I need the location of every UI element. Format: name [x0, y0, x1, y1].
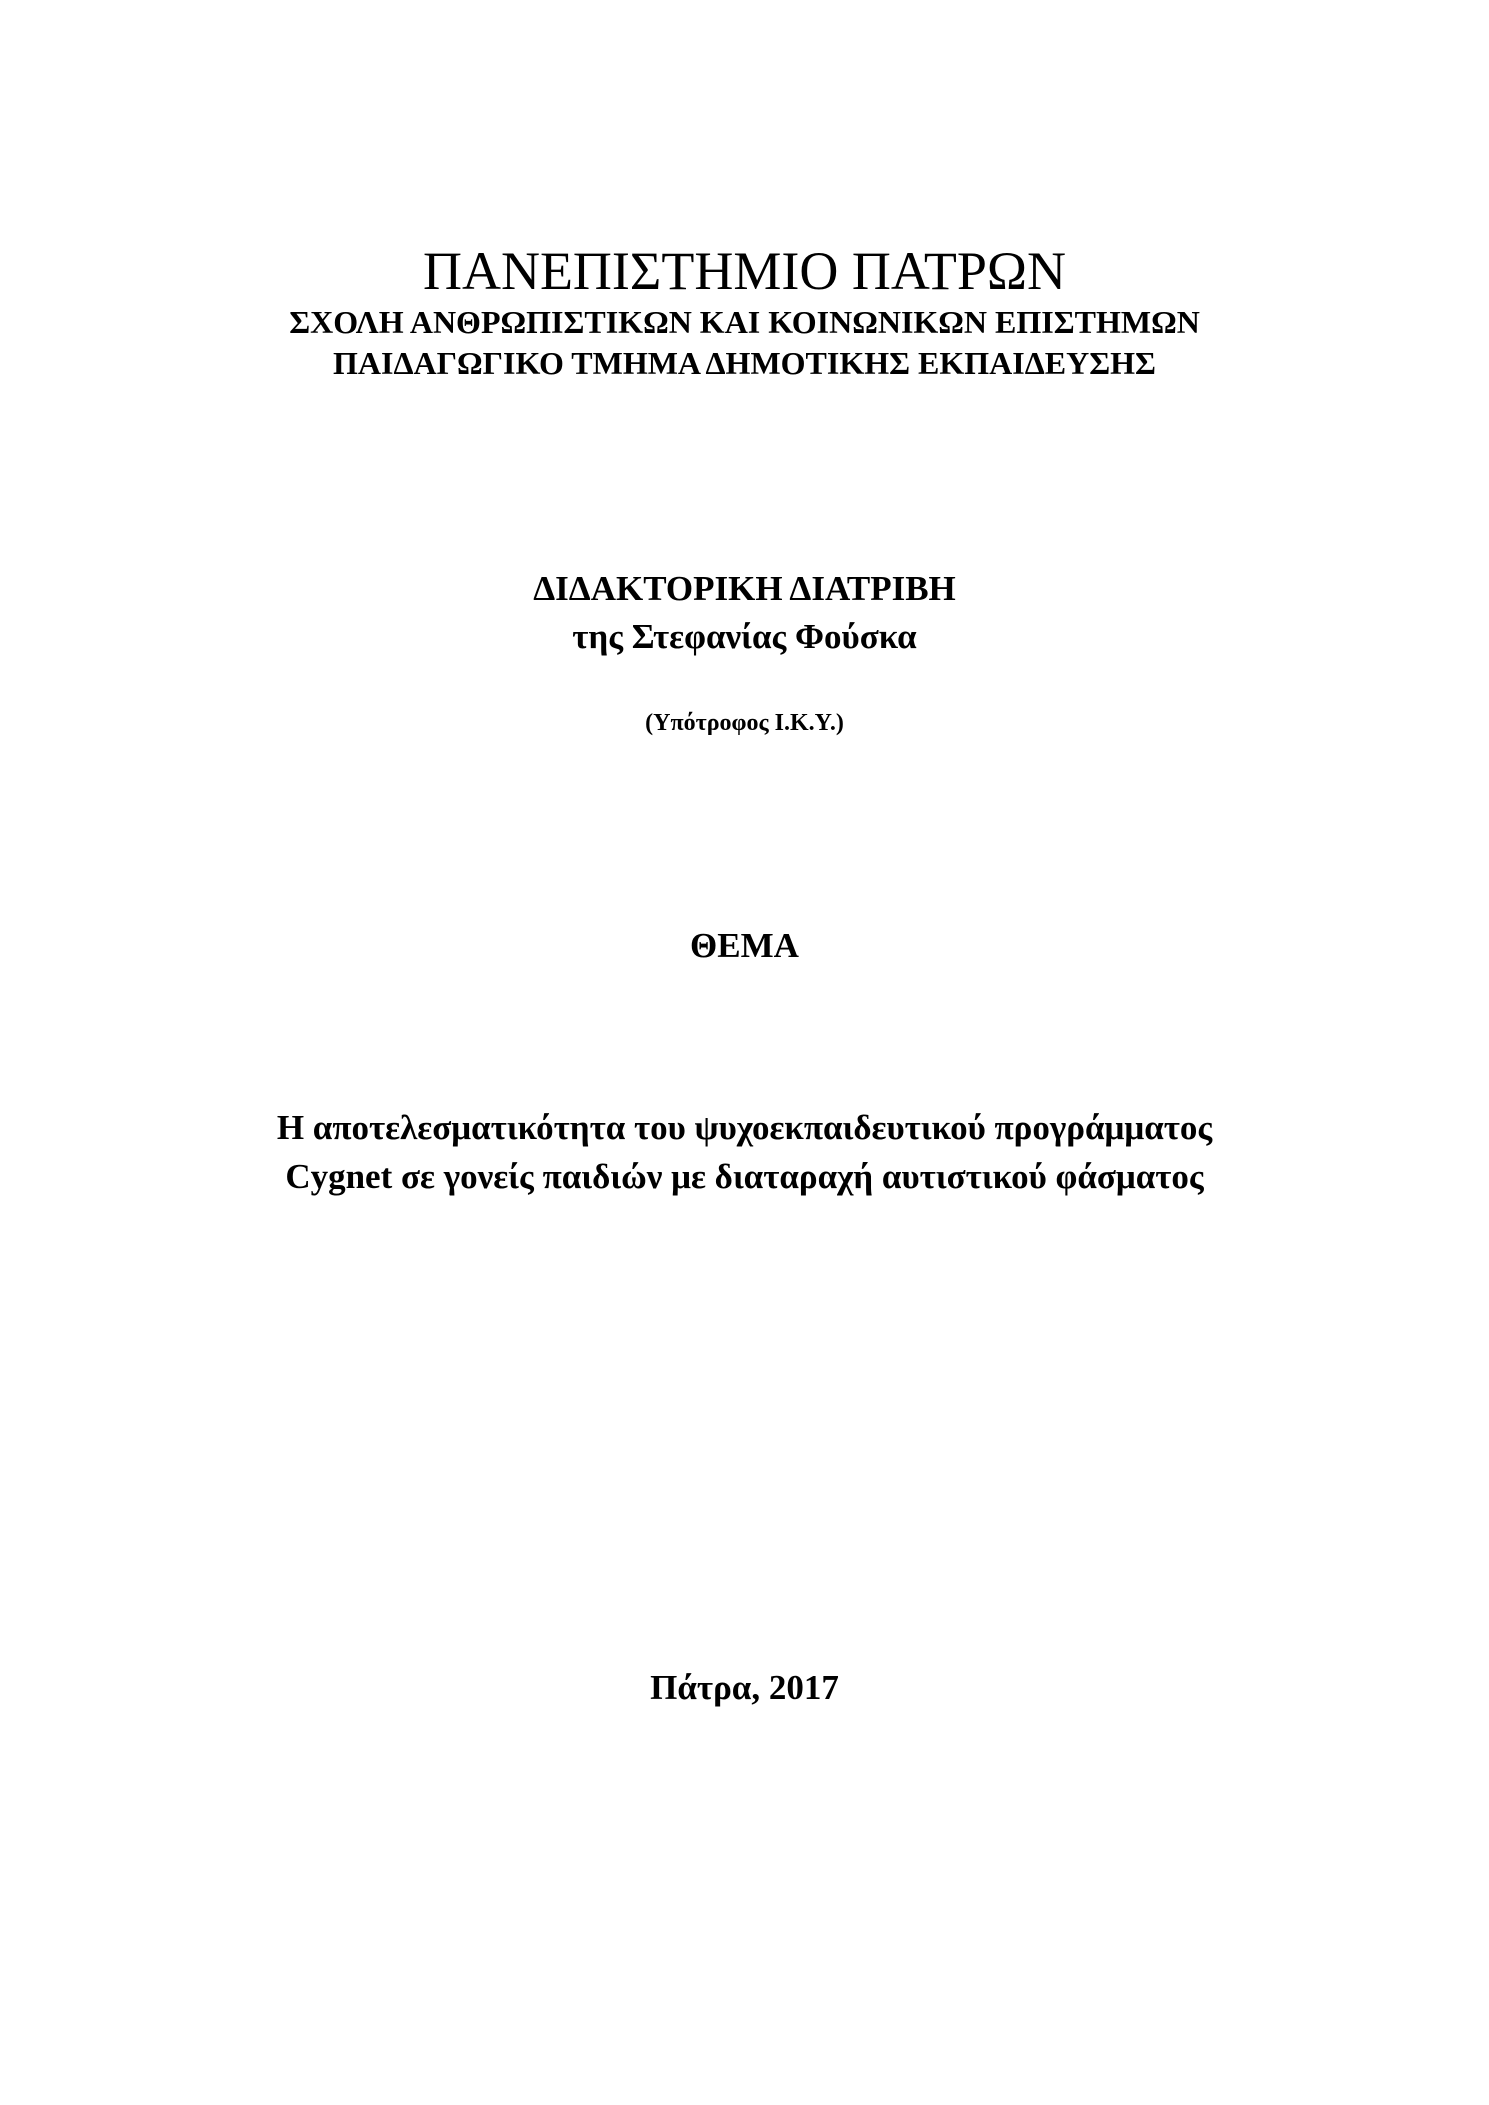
- university-name: ΠΑΝΕΠΙΣΤΗΜΙΟ ΠΑΤΡΩΝ: [422, 241, 1067, 301]
- scholarship-note: (Υπότροφος Ι.Κ.Υ.): [645, 710, 844, 736]
- place-and-date: Πάτρα, 2017: [650, 1668, 839, 1707]
- author-name: της Στεφανίας Φούσκα: [572, 617, 917, 656]
- school-name: ΣΧΟΛΗ ΑΝΘΡΩΠΙΣΤΙΚΩΝ ΚΑΙ ΚΟΙΝΩΝΙΚΩΝ ΕΠΙΣΤΗΜΩΝ: [289, 304, 1200, 340]
- topic-label: ΘΕΜΑ: [690, 926, 799, 965]
- thesis-title-line-2: Cygnet σε γονείς παιδιών με διαταραχή αυτιστικού φάσματος: [285, 1157, 1204, 1196]
- thesis-title-line-1: Η αποτελεσματικότητα του ψυχοεκπαιδευτικού προγράμματος: [276, 1108, 1213, 1147]
- document-type: ΔΙΔΑΚΤΟΡΙΚΗ ΔΙΑΤΡΙΒΗ: [533, 569, 956, 608]
- department-name: ΠΑΙΔΑΓΩΓΙΚΟ ΤΜΗΜΑ ΔΗΜΟΤΙΚΗΣ ΕΚΠΑΙΔΕΥΣΗΣ: [333, 345, 1156, 381]
